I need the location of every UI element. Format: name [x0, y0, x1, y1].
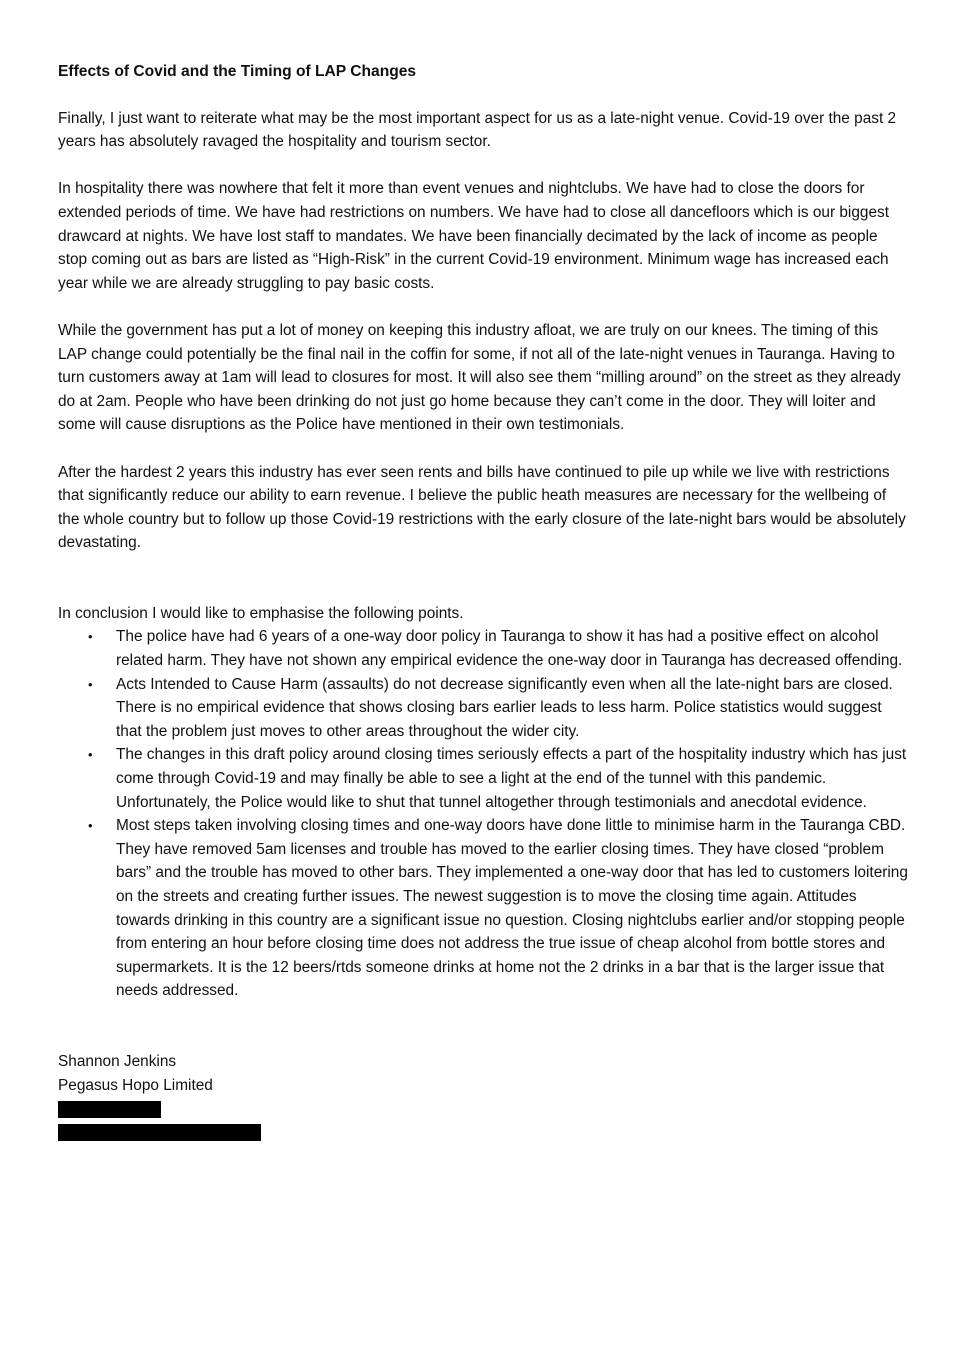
conclusion-intro: In conclusion I would like to emphasise the following points.	[58, 604, 464, 622]
bullet-icon: •	[88, 747, 93, 763]
paragraph-government: While the government has put a lot of money on keeping this industry afloat, we are truly on our knees. The timing of this LAP change could potentially be the final nail in the coffin for some, if not all of the late-night venues in Tauranga. Having to turn customers away at 1am will lead to closures for most. It will also see them “milling around” on the street as they already do at 2am. People who have been drinking do not just go home because they can’t come in the door. They will loiter and some will cause disruptions as the Police have mentioned in their own testimonials.	[58, 321, 901, 434]
bullet-icon: •	[88, 676, 93, 692]
redaction-bar	[58, 1124, 261, 1141]
bullet-icon: •	[88, 818, 93, 834]
paragraph-hospitality: In hospitality there was nowhere that felt it more than event venues and nightclubs. We have had to close the doors for extended periods of time. We have had restrictions on numbers. We have had to close all dancefloors which is our biggest drawcard at nights. We have lost staff to mandates. We have been financially decimated by the lack of income as people stop coming out as bars are listed as “High-Risk” in the current Covid-19 environment. Minimum wage has increased each year while we are already struggling to pay basic costs.	[58, 180, 889, 292]
signature-name: Shannon Jenkins	[58, 1052, 177, 1070]
list-item	[58, 625, 910, 672]
list-item-text: The changes in this draft policy around closing times seriously effects a part of the hospitality industry which has just come through Covid-19 and may finally be able to see a light at the end of the tunnel with this pandemic. Unfortunately, the Police would like to shut that tunnel altogether through testimonials and anecdotal evidence.	[116, 746, 907, 811]
list-item-text: Most steps taken involving closing times and one-way doors have done little to minimise harm in the Tauranga CBD. They have removed 5am licenses and trouble has moved to the earlier closing times. They have closed “problem bars” and the trouble has moved to other bars. They implemented a one-way door that has led to customers loitering on the streets and creating further issues. The newest suggestion is to move the closing time again. Attitudes towards drinking in this country are a significant issue no question. Closing nightclubs earlier and/or stopping people from entering an hour before closing time does not address the true issue of cheap alcohol from bottle stores and supermarkets. It is the 12 beers/rtds someone drinks at home not the 2 drinks in a bar that is the larger issue that needs addressed.	[116, 817, 908, 1000]
list-item	[58, 814, 910, 1003]
redaction-bar	[58, 1101, 161, 1118]
conclusion-points-list	[58, 625, 910, 1003]
signature-block	[58, 1050, 910, 1141]
paragraph-intro: Finally, I just want to reiterate what may be the most important aspect for us as a late-night venue. Covid-19 over the past 2 years has absolutely ravaged the hospitality and tourism sector.	[58, 109, 897, 151]
list-item-text: Acts Intended to Cause Harm (assaults) do not decrease significantly even when all the late-night bars are closed. There is no empirical evidence that shows closing bars earlier leads to less harm. Police statistics would suggest that the problem just moves to other areas throughout the wider city.	[116, 675, 893, 740]
section-heading: Effects of Covid and the Timing of LAP Changes	[58, 63, 417, 80]
document-page	[58, 60, 910, 1141]
list-item-text: The police have had 6 years of a one-way door policy in Tauranga to show it has had a positive effect on alcohol related harm. They have not shown any empirical evidence the one-way door in Tauranga has decreased offending.	[116, 628, 903, 670]
bullet-icon: •	[88, 629, 93, 645]
paragraph-hardest-years: After the hardest 2 years this industry has ever seen rents and bills have continued to pile up while we live with restrictions that significantly reduce our ability to earn revenue. I believe the public heath measures are necessary for the wellbeing of the whole country but to follow up those Covid-19 restrictions with the early closure of the late-night bars would be absolutely devastating.	[58, 463, 906, 552]
list-item	[58, 743, 910, 814]
list-item	[58, 673, 910, 744]
signature-company: Pegasus Hopo Limited	[58, 1076, 213, 1094]
